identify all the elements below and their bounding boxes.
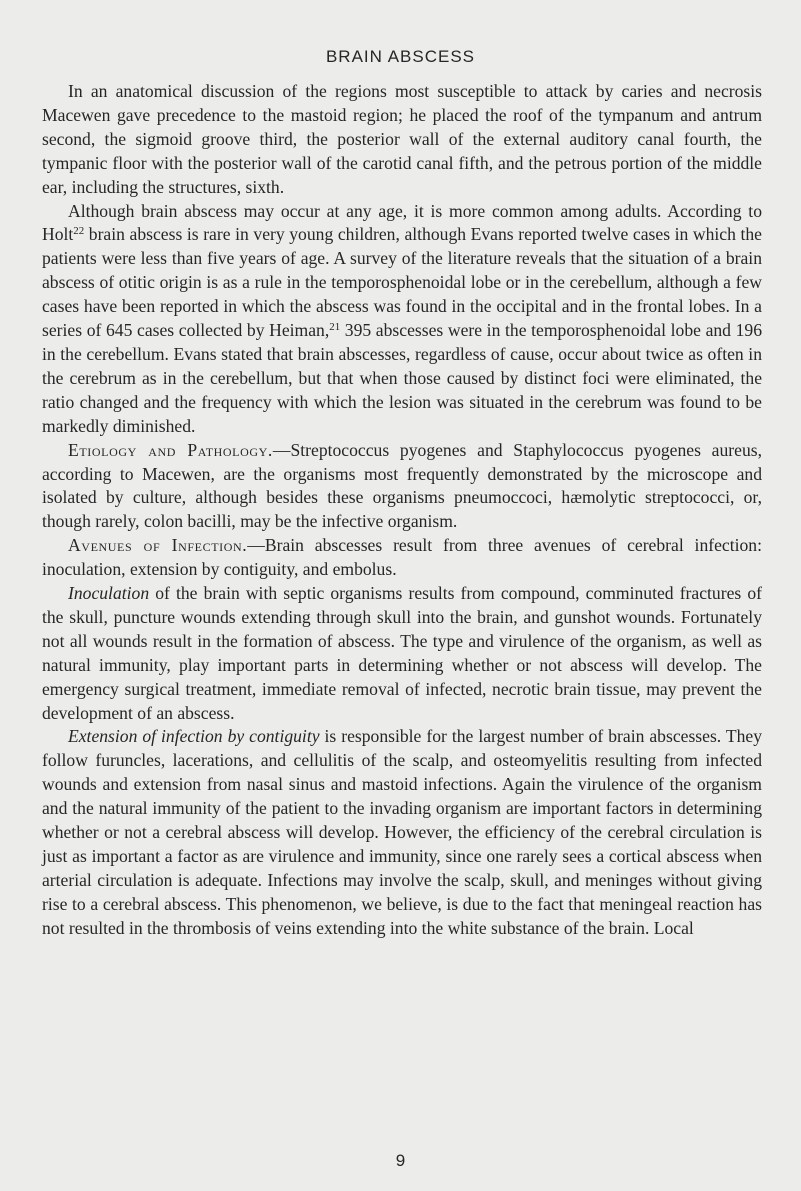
paragraph-contiguity <box>42 725 762 940</box>
paragraph-age-and-location <box>42 200 762 439</box>
paragraph-anatomical-regions: In an anatomical discussion of the regions most susceptible to attack by caries and necrosis Macewen gave precedence to the mastoid region; he placed the roof of the tympanum and antrum second, the sigmoid groove third, the posterior wall of the external auditory canal fourth, the tympanic floor with the posterior wall of the carotid canal fifth, and the petrous portion of the middle ear, including the structures, sixth. <box>42 81 762 197</box>
body-text <box>42 80 762 941</box>
text-segment: is responsible for the largest number of brain abscesses. They follow furuncles, lacerations, and cellulitis of the scalp, and osteomyelitis resulting from infected wounds and extension from nasal sinus and mastoid infections. Again the virulence of the organism and the natural immunity of the patient to the invading organism are important factors in determining whether or not a cerebral abscess will develop. However, the efficiency of the cerebral circulation is just as important a factor as are virulence and immunity, since one rarely sees a cortical abscess when arterial circulation is adequate. Infections may involve the scalp, skull, and meninges without giving rise to a cerebral abscess. This phenomenon, we believe, is due to the fact that meningeal reaction has not resulted in the thrombosis of veins extending into the white substance of the brain. Local <box>42 726 763 938</box>
section-heading-avenues: Avenues of Infection. <box>68 535 248 556</box>
section-heading-etiology: Etiology and Pathology. <box>68 439 273 460</box>
reference-marker-heiman: 21 <box>329 321 341 334</box>
text-segment: brain abscess is rare in very young children, although Evans reported twelve cases in which the patients were less than five years of age. A survey of the literature reveals that the situation of a brain abscess of otitic origin is as a rule in the temporosphenoidal lobe or in the cerebellum, although a few cases have been reported in which the abscess was found in the occipital and in the frontal lobes. In a series of 645 cases collected by Heiman, <box>42 224 762 341</box>
running-head: BRAIN ABSCESS <box>325 47 476 66</box>
paragraph-avenues <box>42 534 762 582</box>
paragraph-etiology <box>42 439 762 535</box>
italic-lead-contiguity: Extension of infection by contiguity <box>68 726 320 747</box>
page-number: 9 <box>395 1151 406 1170</box>
text-segment: —Streptococcus pyogenes and Staphylococcus pyogenes aureus, according to Macewen, are the organisms most frequently demonstrated by the microscope and isolated by culture, although besides these organisms pneumoccoci, hæmolytic streptococci, or, though rarely, colon bacilli, may be the infective organism. <box>42 439 762 532</box>
italic-lead-inoculation: Inoculation <box>68 583 150 604</box>
text-segment: —Brain abscesses result from three avenues of cerebral infection: inoculation, extension by contiguity, and embolus. <box>42 535 762 580</box>
paragraph-inoculation <box>42 582 762 725</box>
text-segment: Although brain abscess may occur at any age, it is more common among adults. According to Holt <box>42 200 762 245</box>
reference-marker-holt: 22 <box>73 225 85 238</box>
text-segment: of the brain with septic organisms results from compound, comminuted fractures of the skull, puncture wounds extending through skull into the brain, and gunshot wounds. Fortunately not all wounds result in the formation of abscess. The type and virulence of the organism, as well as natural immunity, play important parts in determining whether or not abscess will develop. The emergency surgical treatment, immediate removal of infected, necrotic brain tissue, may prevent the development of an abscess. <box>42 583 762 723</box>
text-segment: 395 abscesses were in the temporosphenoidal lobe and 196 in the cerebellum. Evans stated that brain abscesses, regardless of cause, occur about twice as often in the cerebrum as in the cerebellum, but that when those caused by distinct foci were eliminated, the ratio changed and the frequency with which the lesion was situated in the cerebrum was found to be markedly diminished. <box>42 320 762 436</box>
